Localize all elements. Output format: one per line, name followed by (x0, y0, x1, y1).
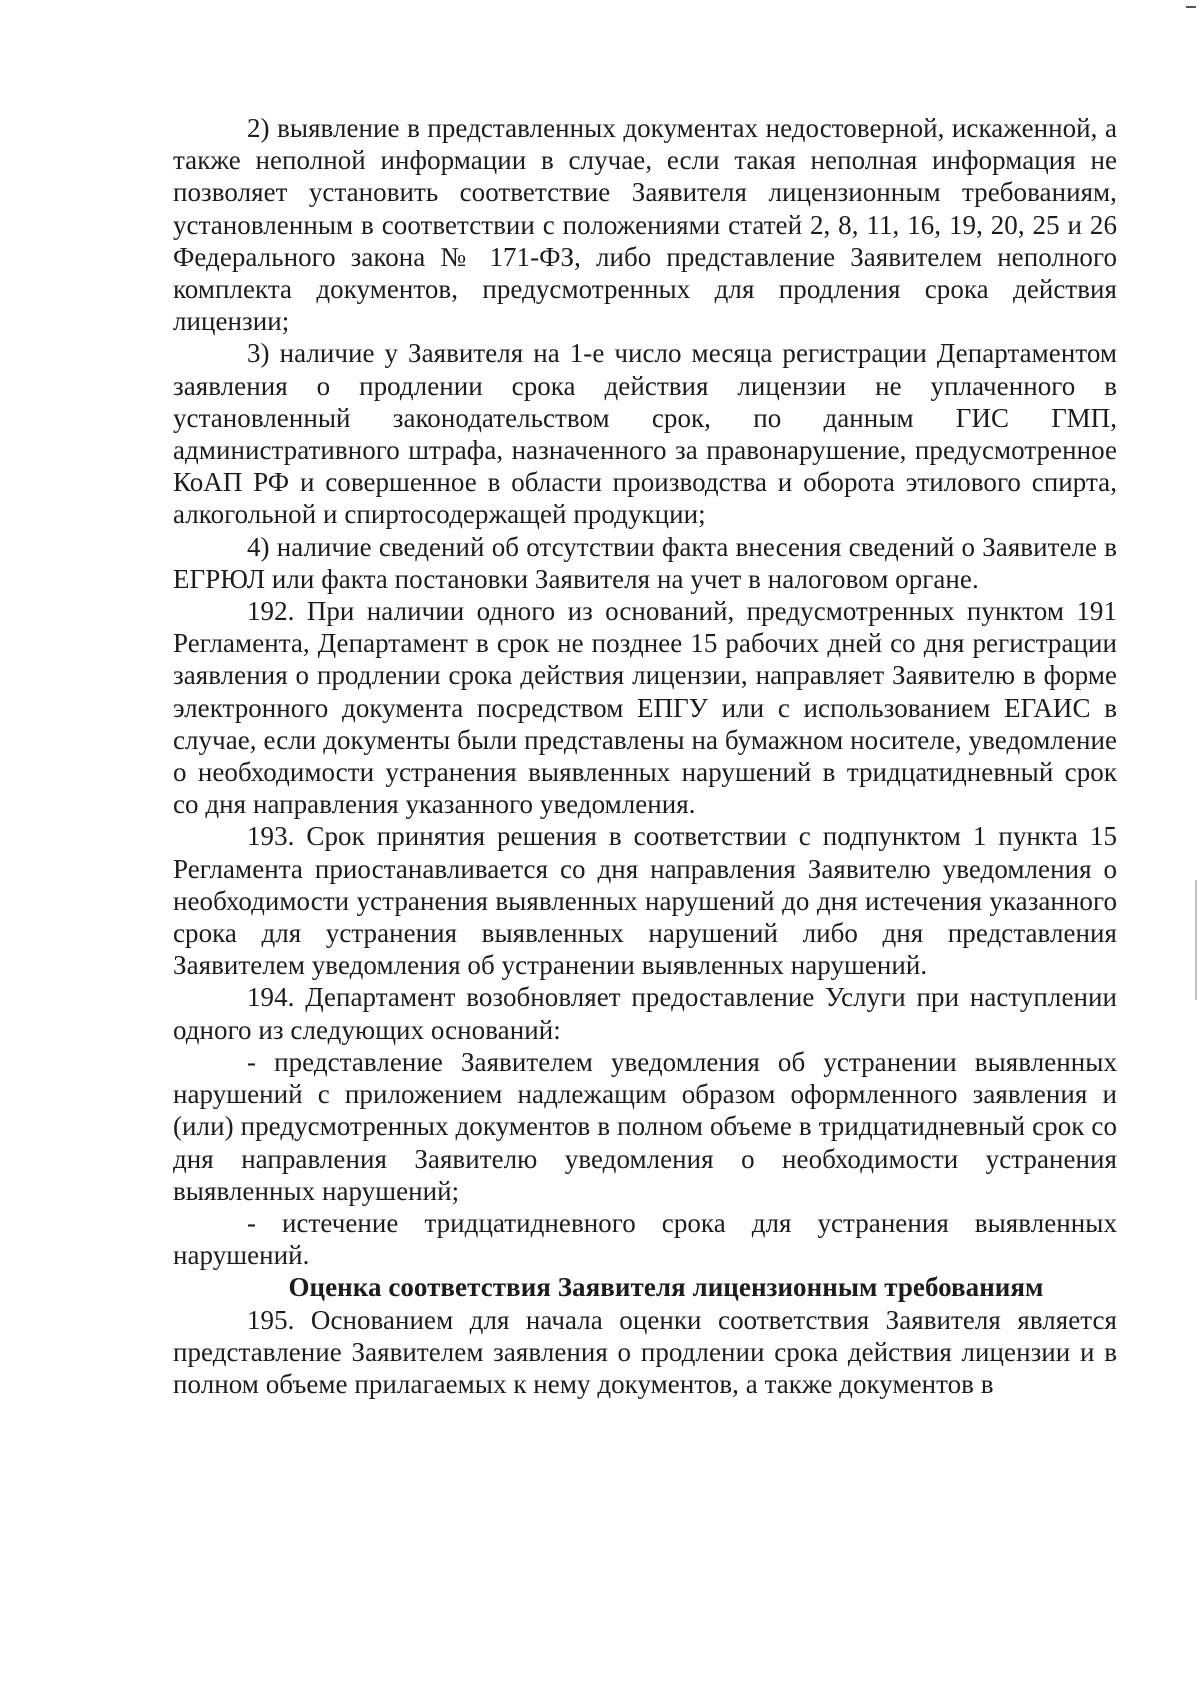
paragraph-194-bullet-1: - представление Заявителем уведомления об устранении выявленных нарушений с приложением надлежащим образом оформленного заявления и (или) предусмотренных документов в полном объеме в тридцатидневный срок со дня направления Заявителю уведомления о необходимости устранения выявленных нарушений; (173, 1046, 1117, 1206)
paragraph-194: 194. Департамент возобновляет предоставление Услуги при наступлении одного из следующих оснований: (173, 982, 1117, 1045)
document-body (173, 112, 1117, 1400)
section-heading: Оценка соответствия Заявителя лицензионным требованиям (288, 1272, 1044, 1303)
paragraph-192: 192. При наличии одного из оснований, предусмотренных пунктом 191 Регламента, Департамент в срок не позднее 15 рабочих дней со дня регистрации заявления о продлении срока действия лицензии, направляет Заявителю в форме электронного документа посредством ЕПГУ или с использованием ЕГАИС в случае, если документы были представлены на бумажном носителе, уведомление о необходимости устранения выявленных нарушений в тридцатидневный срок со дня направления указанного уведомления. (173, 596, 1117, 820)
paragraph-193: 193. Срок принятия решения в соответствии с подпунктом 1 пункта 15 Регламента приостанавливается со дня направления Заявителю уведомления о необходимости устранения выявленных нарушений до дня истечения указанного срока для устранения выявленных нарушений либо дня представления Заявителем уведомления об устранении выявленных нарушений. (173, 821, 1117, 981)
paragraph-194-bullet-2: - истечение тридцатидневного срока для устранения выявленных нарушений. (173, 1207, 1117, 1271)
paragraph-item-3: 3) наличие у Заявителя на 1-е число месяца регистрации Департаментом заявления о продлении срока действия лицензии не уплаченного в установленный законодательством срок, по данным ГИС ГМП, административного штрафа, назначенного за правонарушение, предусмотренное КоАП РФ и совершенное в области производства и оборота этилового спирта, алкогольной и спиртосодержащей продукции; (173, 338, 1117, 530)
scan-edge-mark (1195, 880, 1197, 1000)
paragraph-195: 195. Основанием для начала оценки соответствия Заявителя является представление Заявителем заявления о продлении срока действия лицензии и в полном объеме прилагаемых к нему документов, а также документов в (173, 1304, 1117, 1399)
scan-edge-mark (1186, 6, 1196, 8)
paragraph-item-4: 4) наличие сведений об отсутствии факта внесения сведений о Заявителе в ЕГРЮЛ или факта постановки Заявителя на учет в налоговом органе. (173, 531, 1117, 594)
paragraph-item-2: 2) выявление в представленных документах недостоверной, искаженной, а также неполной информации в случае, если такая неполная информация не позволяет установить соответствие Заявителя лицензионным требованиям, установленным в соответствии с положениями статей 2, 8, 11, 16, 19, 20, 25 и 26 Федерального закона № 171-ФЗ, либо представление Заявителем неполного комплекта документов, предусмотренных для продления срока действия лицензии; (173, 113, 1117, 337)
